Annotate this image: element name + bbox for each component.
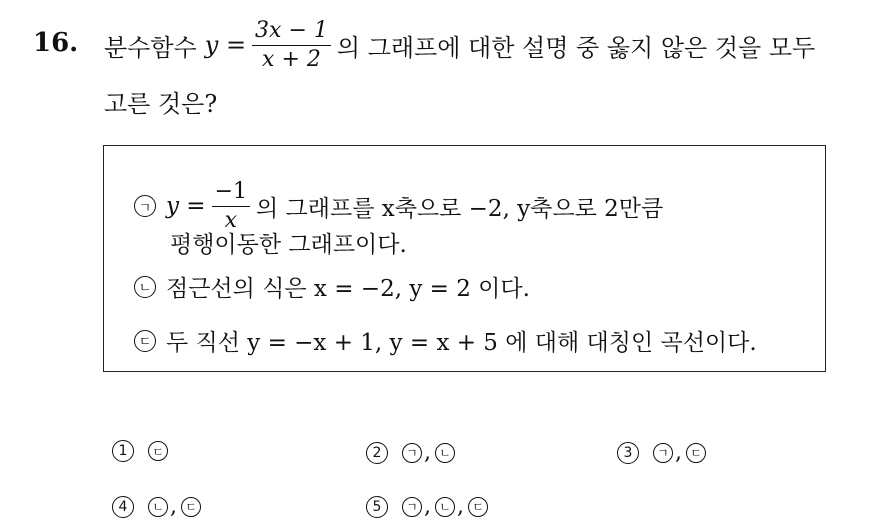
- function-lhs: y =: [204, 31, 247, 59]
- choice-3-item-1: ㄱ: [653, 443, 673, 463]
- choice-2-number: 2: [366, 442, 388, 464]
- statement-box: [103, 145, 826, 372]
- marker-digeut: ㄷ: [134, 330, 156, 352]
- marker-giyeok: ㄱ: [134, 195, 156, 217]
- statement-item-1-line2: 평행이동한 그래프이다.: [170, 232, 407, 258]
- choice-2-item-2: ㄴ: [435, 443, 455, 463]
- statement-1-lhs: y =: [166, 193, 206, 219]
- statement-item-2: [134, 270, 530, 303]
- fraction-numerator: 3x − 1: [252, 19, 331, 45]
- statement-1-fraction: [212, 180, 250, 231]
- choice-5[interactable]: 5 ㄱ , ㄴ , ㄷ: [366, 494, 490, 519]
- question-stem-line1: [104, 10, 815, 80]
- fraction-denominator: x + 2: [262, 46, 321, 72]
- choice-4-item-2: ㄷ: [181, 497, 201, 517]
- choice-2-item-1: ㄱ: [402, 443, 422, 463]
- statement-1-numerator: −1: [212, 180, 250, 206]
- choice-5-item-1: ㄱ: [402, 497, 422, 517]
- question-prefix: 분수함수: [104, 33, 197, 62]
- question-stem-line2: 고른 것은?: [104, 90, 218, 118]
- choice-1[interactable]: [112, 440, 170, 462]
- choice-4-item-1: ㄴ: [148, 497, 168, 517]
- choice-2[interactable]: 2 ㄱ , ㄴ: [366, 440, 457, 465]
- choice-4[interactable]: 4 ㄴ , ㄷ: [112, 494, 203, 519]
- function-fraction: [252, 19, 331, 70]
- choice-4-number: 4: [112, 496, 134, 518]
- choice-5-item-2: ㄴ: [435, 497, 455, 517]
- statement-item-3: [134, 324, 757, 357]
- choice-3-item-2: ㄷ: [686, 443, 706, 463]
- statement-1-text: 의 그래프를 x축으로 −2, y축으로 2만큼: [256, 195, 664, 222]
- choice-1-item: ㄷ: [148, 441, 168, 461]
- statement-1-denominator: x: [224, 207, 237, 233]
- choice-1-number: 1: [112, 440, 134, 462]
- statement-2-text: 점근선의 식은 x = −2, y = 2 이다.: [166, 276, 530, 302]
- choice-3[interactable]: 3 ㄱ , ㄷ: [617, 440, 708, 465]
- question-suffix: 의 그래프에 대한 설명 중 옳지 않은 것을 모두: [336, 33, 816, 62]
- question-number: 16.: [33, 28, 79, 58]
- statement-3-text: 두 직선 y = −x + 1, y = x + 5 에 대해 대칭인 곡선이다.: [166, 330, 757, 356]
- choice-3-number: 3: [617, 442, 639, 464]
- marker-nieun: ㄴ: [134, 276, 156, 298]
- choice-5-item-3: ㄷ: [468, 497, 488, 517]
- choice-5-number: 5: [366, 496, 388, 518]
